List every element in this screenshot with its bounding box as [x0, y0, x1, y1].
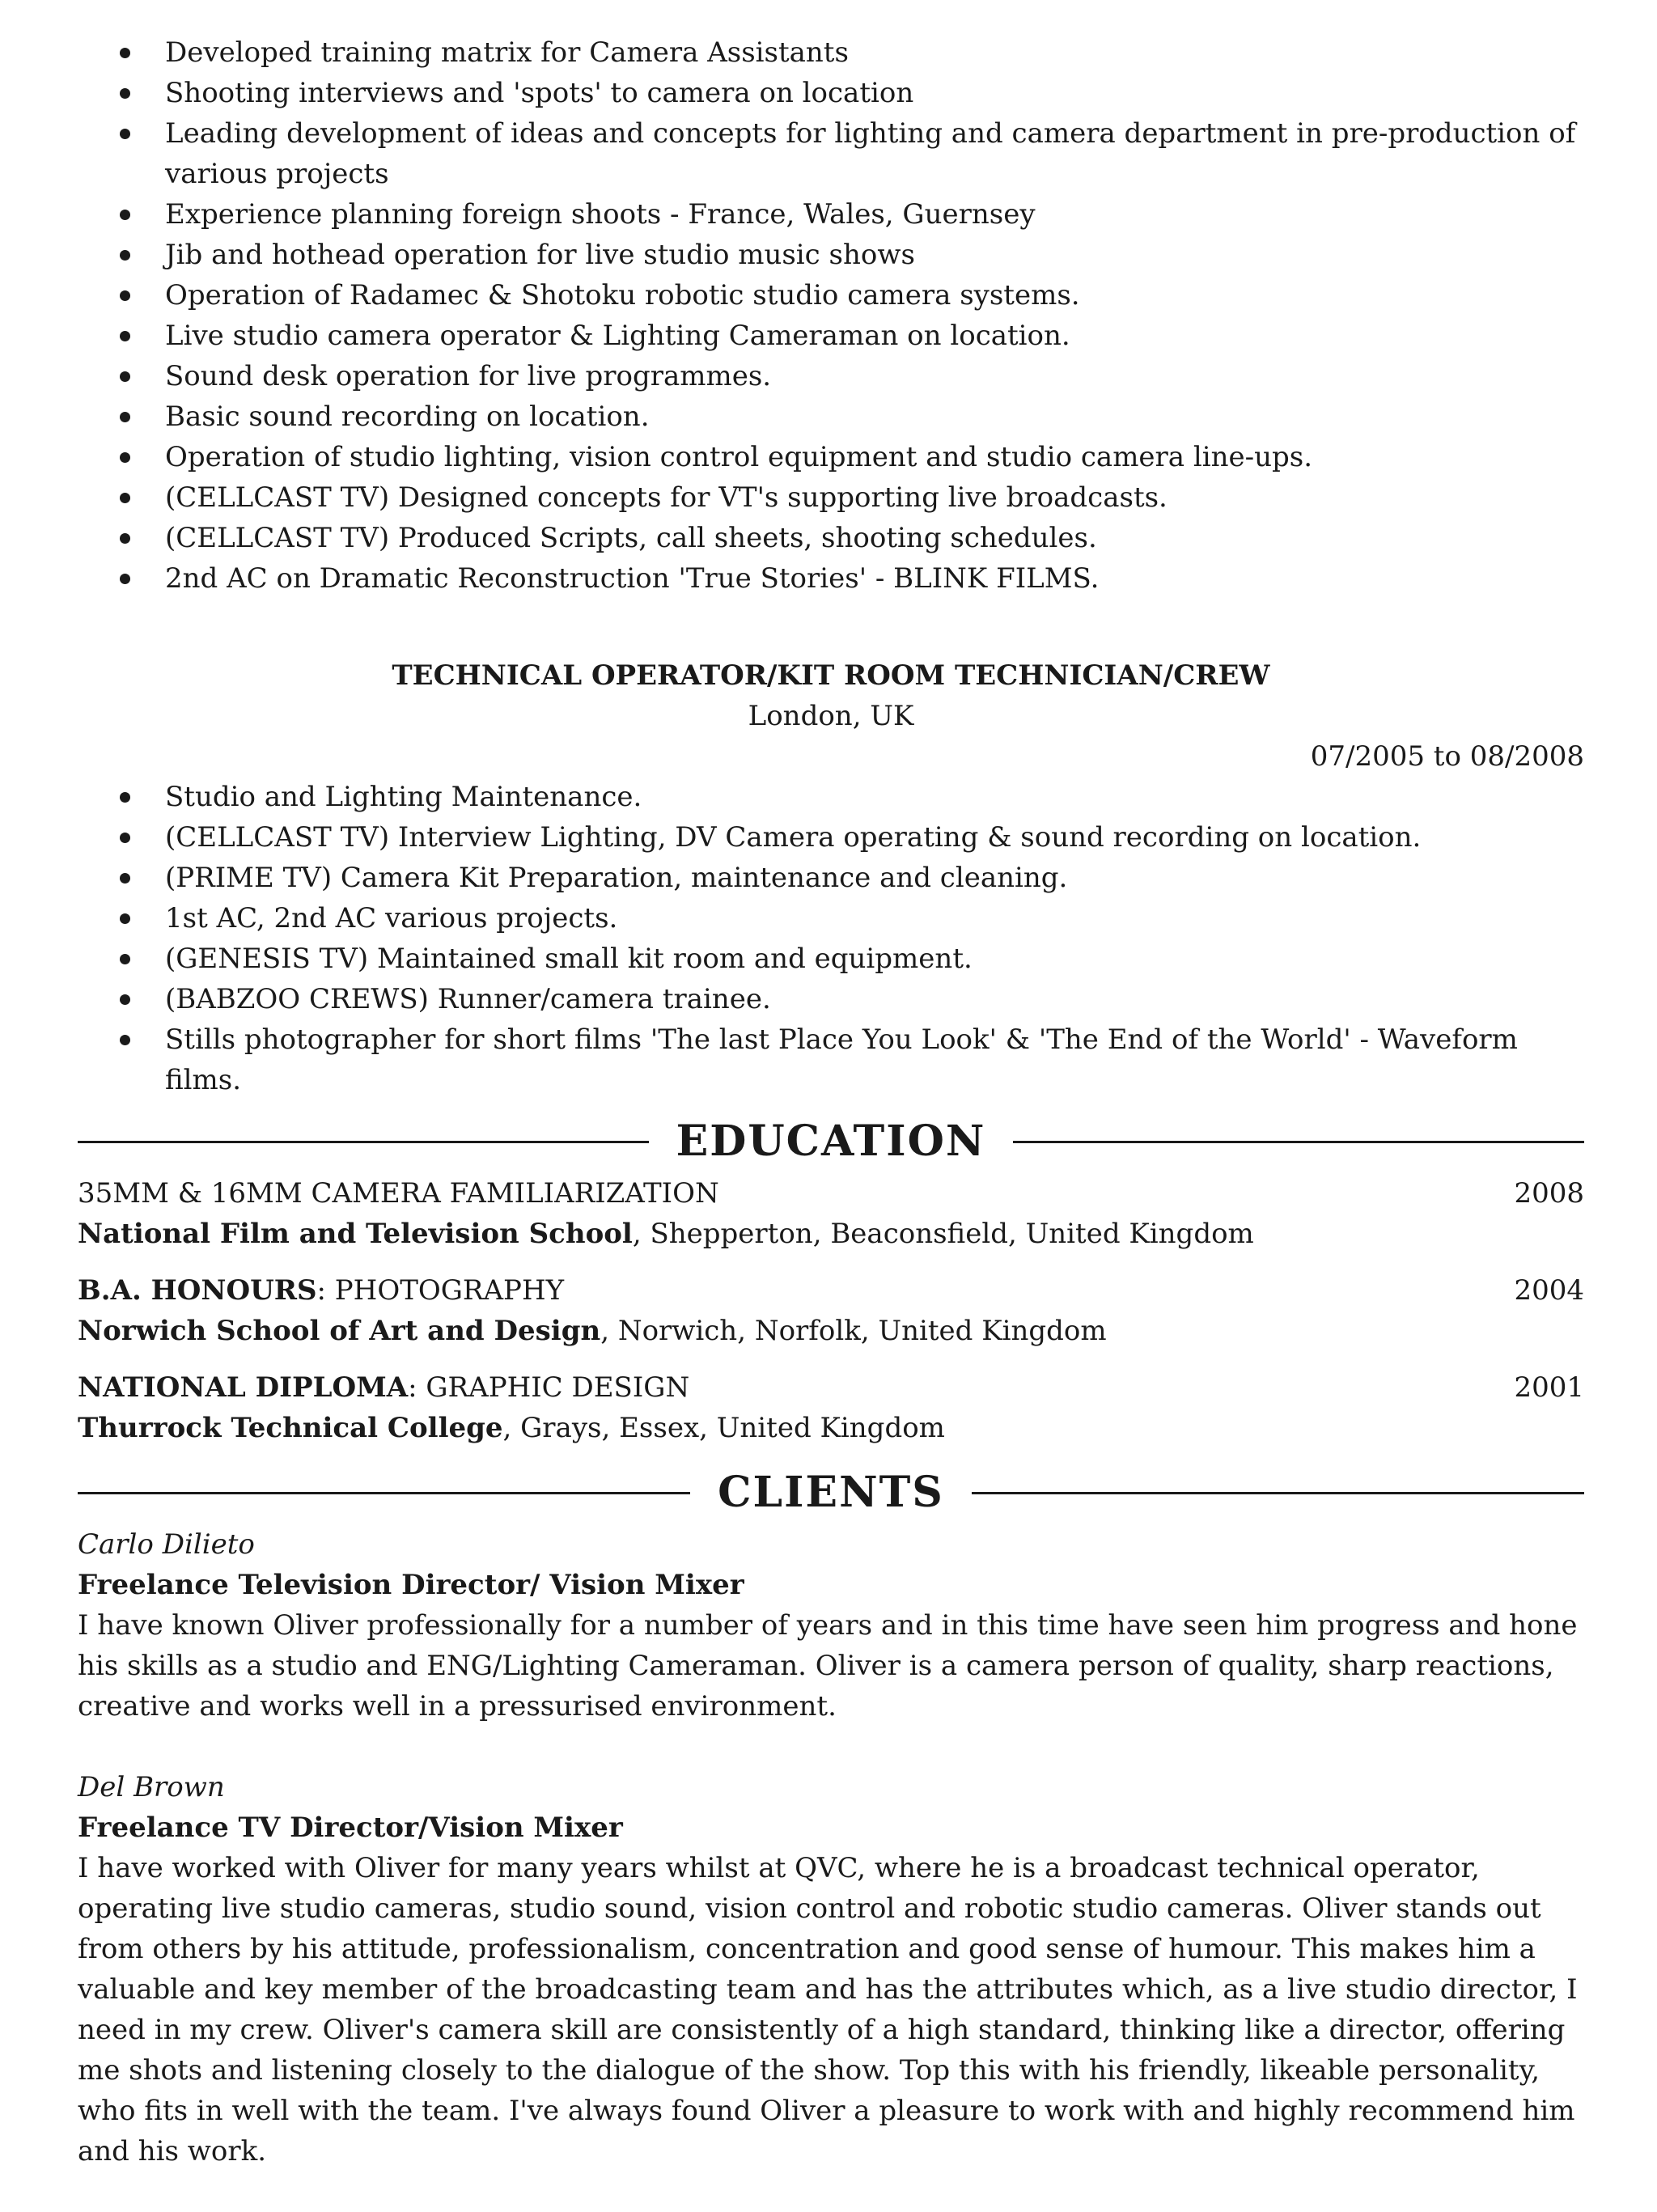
- experience-bullet-list: [78, 0, 1584, 599]
- client-role: Freelance TV Director/Vision Mixer: [78, 1812, 623, 1844]
- education-school-line: [78, 1408, 1584, 1448]
- bullet-item: (PRIME TV) Camera Kit Preparation, maintenance and cleaning.: [78, 858, 1584, 898]
- education-school: Thurrock Technical College: [78, 1412, 503, 1444]
- job-title: TECHNICAL OPERATOR/KIT ROOM TECHNICIAN/CREW: [392, 659, 1270, 692]
- education-heading: [78, 1113, 1584, 1170]
- client-name: Del Brown: [78, 1771, 225, 1803]
- clients-heading-text: CLIENTS: [718, 1468, 944, 1517]
- education-heading-text: EDUCATION: [676, 1117, 986, 1166]
- job-location: London, UK: [748, 700, 914, 732]
- education-degree: NATIONAL DIPLOMA: [78, 1371, 409, 1404]
- education-degree-line: [78, 1270, 564, 1311]
- bullet-item: (GENESIS TV) Maintained small kit room and equipment.: [78, 939, 1584, 979]
- education-degree-line: [78, 1367, 689, 1408]
- education-year: 2001: [1514, 1371, 1584, 1404]
- clients-heading: [78, 1464, 1584, 1521]
- education-degree-line: [78, 1173, 719, 1214]
- bullet-item: Sound desk operation for live programmes.: [78, 356, 1584, 396]
- bullet-item: Operation of Radamec & Shotoku robotic studio camera systems.: [78, 275, 1584, 316]
- bullet-item: (CELLCAST TV) Interview Lighting, DV Camera operating & sound recording on location.: [78, 817, 1584, 858]
- heading-rule-left: [78, 1492, 690, 1494]
- education-school: National Film and Television School: [78, 1218, 633, 1250]
- bullet-item: (CELLCAST TV) Produced Scripts, call sheets, shooting schedules.: [78, 518, 1584, 558]
- client-testimonial: I have worked with Oliver for many years whilst at QVC, where he is a broadcast technical operator, operating live studio cameras, studio sound, vision control and robotic studio cameras. Oliver stands out from others by his attitude, professionalism, concentration and good sense of humour. This makes him a valuable and key member of the broadcasting team and has the attributes which, as a live studio director, I need in my crew. Oliver's camera skill are consistently of a high standard, thinking like a director, offering me shots and listening closely to the dialogue of the show. Top this with his friendly, likeable personality, who fits in well with the team. I've always found Oliver a pleasure to work with and highly recommend him and his work.: [78, 1852, 1578, 2168]
- education-item: [78, 1367, 1584, 1448]
- client-testimonial: I have known Oliver professionally for a number of years and in this time have seen him progress and hone his skills as a studio and ENG/Lighting Cameraman. Oliver is a camera person of quality, sharp reactions, creative and works well in a pressurised environment.: [78, 1609, 1578, 1723]
- education-item: [78, 1270, 1584, 1351]
- heading-rule-right: [1013, 1141, 1584, 1143]
- resume-page: [78, 0, 1584, 2212]
- education-year: 2008: [1514, 1177, 1584, 1210]
- client-role: Freelance Television Director/ Vision Mixer: [78, 1569, 744, 1601]
- bullet-item: Basic sound recording on location.: [78, 396, 1584, 437]
- heading-rule-left: [78, 1141, 649, 1143]
- education-school: Norwich School of Art and Design: [78, 1315, 601, 1347]
- client-reference: [78, 1524, 1584, 1727]
- education-location: , Grays, Essex, United Kingdom: [502, 1412, 945, 1444]
- client-name: Carlo Dilieto: [78, 1528, 255, 1561]
- bullet-item: Shooting interviews and 'spots' to camera on location: [78, 73, 1584, 113]
- bullet-item: Live studio camera operator & Lighting Cameraman on location.: [78, 316, 1584, 356]
- education-item: [78, 1173, 1584, 1254]
- bullet-item: 2nd AC on Dramatic Reconstruction 'True Stories' - BLINK FILMS.: [78, 558, 1584, 599]
- bullet-item: 1st AC, 2nd AC various projects.: [78, 898, 1584, 939]
- education-location: , Shepperton, Beaconsfield, United Kingdom: [632, 1218, 1254, 1250]
- education-degree: B.A. HONOURS: [78, 1274, 317, 1307]
- education-field: : GRAPHIC DESIGN: [408, 1371, 690, 1404]
- bullet-item: Leading development of ideas and concepts for lighting and camera department in pre-production of various projects: [78, 113, 1584, 194]
- heading-rule-right: [972, 1492, 1584, 1494]
- job-dates: 07/2005 to 08/2008: [1310, 740, 1584, 773]
- education-year: 2004: [1514, 1274, 1584, 1307]
- bullet-item: (BABZOO CREWS) Runner/camera trainee.: [78, 979, 1584, 1019]
- bullet-item: Experience planning foreign shoots - France, Wales, Guernsey: [78, 194, 1584, 235]
- bullet-item: (CELLCAST TV) Designed concepts for VT's supporting live broadcasts.: [78, 477, 1584, 518]
- bullet-item: Jib and hothead operation for live studio music shows: [78, 235, 1584, 275]
- bullet-item: Operation of studio lighting, vision control equipment and studio camera line-ups.: [78, 437, 1584, 477]
- job-bullet-list: [78, 777, 1584, 1100]
- education-field: 35MM & 16MM CAMERA FAMILIARIZATION: [78, 1177, 719, 1210]
- education-location: , Norwich, Norfolk, United Kingdom: [600, 1315, 1107, 1347]
- bullet-item: Developed training matrix for Camera Assistants: [78, 32, 1584, 73]
- bullet-item: Stills photographer for short films 'The last Place You Look' & 'The End of the World' - Waveform films.: [78, 1019, 1584, 1100]
- education-school-line: [78, 1214, 1584, 1254]
- client-reference: [78, 1767, 1584, 2172]
- education-field: : PHOTOGRAPHY: [316, 1274, 565, 1307]
- education-school-line: [78, 1311, 1584, 1351]
- bullet-item: Studio and Lighting Maintenance.: [78, 777, 1584, 817]
